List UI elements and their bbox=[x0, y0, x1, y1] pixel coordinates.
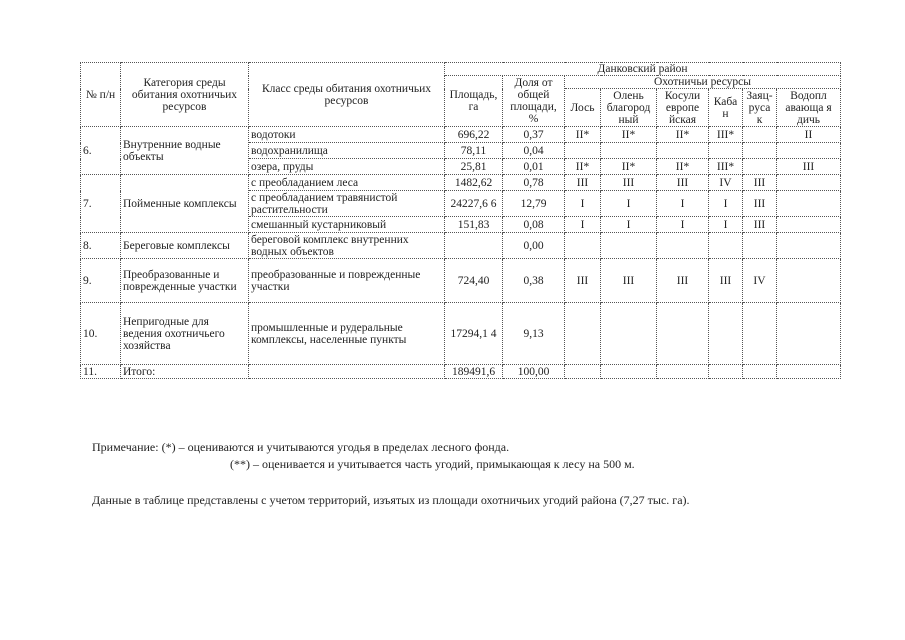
row-class: промышленные и рудеральные комплексы, населенные пункты bbox=[249, 303, 445, 365]
row-grade: I bbox=[565, 217, 601, 233]
row-grade: III bbox=[565, 175, 601, 191]
row-share: 9,13 bbox=[503, 303, 565, 365]
row-category: Береговые комплексы bbox=[121, 233, 249, 259]
row-grade bbox=[743, 303, 777, 365]
row-area: 78,11 bbox=[445, 143, 503, 159]
row-class: с преобладанием травянистой растительности bbox=[249, 191, 445, 217]
note-excluded-territories: Данные в таблице представлены с учетом территорий, изъятых из площади охотничьих угодий района (7,27 тыс. га). bbox=[92, 493, 690, 507]
row-grade bbox=[565, 143, 601, 159]
row-grade bbox=[777, 191, 841, 217]
row-class: водотоки bbox=[249, 127, 445, 143]
table-row bbox=[81, 365, 841, 379]
row-area: 1482,62 bbox=[445, 175, 503, 191]
row-class: озера, пруды bbox=[249, 159, 445, 175]
row-class: преобразованные и поврежденные участки bbox=[249, 259, 445, 303]
row-num: 10. bbox=[81, 303, 121, 365]
row-grade bbox=[709, 303, 743, 365]
row-class: смешанный кустарниковый bbox=[249, 217, 445, 233]
row-grade: II* bbox=[565, 127, 601, 143]
row-grade bbox=[601, 233, 657, 259]
row-share: 100,00 bbox=[503, 365, 565, 379]
row-grade bbox=[743, 159, 777, 175]
header-species: Заяц-руса к bbox=[743, 89, 777, 127]
header-species: Косули европе йская bbox=[657, 89, 709, 127]
row-grade: III bbox=[657, 175, 709, 191]
row-grade: III bbox=[657, 259, 709, 303]
row-grade: I bbox=[601, 217, 657, 233]
row-num: 11. bbox=[81, 365, 121, 379]
row-share: 0,08 bbox=[503, 217, 565, 233]
row-grade bbox=[601, 143, 657, 159]
row-grade bbox=[657, 143, 709, 159]
row-grade bbox=[777, 233, 841, 259]
row-grade: II* bbox=[657, 159, 709, 175]
row-grade: II* bbox=[657, 127, 709, 143]
row-area: 696,22 bbox=[445, 127, 503, 143]
row-share: 0,78 bbox=[503, 175, 565, 191]
row-share: 0,01 bbox=[503, 159, 565, 175]
row-grade: II* bbox=[565, 159, 601, 175]
table-row bbox=[81, 259, 841, 303]
header-class: Класс среды обитания охотничьих ресурсов bbox=[249, 63, 445, 127]
row-grade bbox=[777, 217, 841, 233]
row-grade bbox=[565, 233, 601, 259]
row-grade: III* bbox=[709, 127, 743, 143]
table-row bbox=[81, 127, 841, 143]
row-share: 12,79 bbox=[503, 191, 565, 217]
row-grade: III bbox=[743, 175, 777, 191]
row-grade bbox=[709, 233, 743, 259]
row-grade: II bbox=[777, 127, 841, 143]
row-grade bbox=[565, 303, 601, 365]
row-grade bbox=[777, 303, 841, 365]
row-category: Пойменные комплексы bbox=[121, 175, 249, 233]
row-class: береговой комплекс внутренних водных объектов bbox=[249, 233, 445, 259]
row-grade bbox=[743, 127, 777, 143]
row-grade bbox=[743, 233, 777, 259]
row-grade: III bbox=[777, 159, 841, 175]
header-species: Олень благород ный bbox=[601, 89, 657, 127]
row-grade bbox=[709, 365, 743, 379]
row-class: с преобладанием леса bbox=[249, 175, 445, 191]
row-area: 189491,6 bbox=[445, 365, 503, 379]
row-grade bbox=[657, 303, 709, 365]
row-grade: III bbox=[743, 191, 777, 217]
row-grade: III bbox=[565, 259, 601, 303]
row-area bbox=[445, 233, 503, 259]
row-area: 151,83 bbox=[445, 217, 503, 233]
row-grade bbox=[565, 365, 601, 379]
header-area: Площадь, га bbox=[445, 76, 503, 127]
row-grade bbox=[777, 365, 841, 379]
row-num: 9. bbox=[81, 259, 121, 303]
row-grade bbox=[709, 143, 743, 159]
row-area: 25,81 bbox=[445, 159, 503, 175]
row-grade: I bbox=[709, 217, 743, 233]
table-row bbox=[81, 303, 841, 365]
row-grade: III* bbox=[709, 159, 743, 175]
row-grade bbox=[657, 233, 709, 259]
row-grade: I bbox=[657, 217, 709, 233]
header-district: Данковский район bbox=[445, 63, 841, 76]
row-num: 8. bbox=[81, 233, 121, 259]
note-forest-edge: (**) – оценивается и учитывается часть угодий, примыкающая к лесу на 500 м. bbox=[230, 457, 635, 471]
row-grade: III bbox=[709, 259, 743, 303]
row-grade: I bbox=[657, 191, 709, 217]
row-area: 17294,1 4 bbox=[445, 303, 503, 365]
row-class bbox=[249, 365, 445, 379]
row-area: 724,40 bbox=[445, 259, 503, 303]
row-grade: IV bbox=[709, 175, 743, 191]
row-grade: I bbox=[709, 191, 743, 217]
row-grade bbox=[657, 365, 709, 379]
header-share: Доля от общей площади, % bbox=[503, 76, 565, 127]
row-category: Непригодные для ведения охотничьего хозяйства bbox=[121, 303, 249, 365]
header-category: Категория среды обитания охотничьих ресурсов bbox=[121, 63, 249, 127]
header-species: Водопл авающа я дичь bbox=[777, 89, 841, 127]
row-category: Преобразованные и поврежденные участки bbox=[121, 259, 249, 303]
hunting-habitat-table bbox=[80, 62, 841, 379]
row-grade bbox=[601, 365, 657, 379]
header-num: № п/н bbox=[81, 63, 121, 127]
row-grade bbox=[777, 259, 841, 303]
row-grade bbox=[601, 303, 657, 365]
table-row bbox=[81, 175, 841, 191]
row-class: водохранилища bbox=[249, 143, 445, 159]
row-grade bbox=[743, 365, 777, 379]
table-row bbox=[81, 233, 841, 259]
note-forest-fund: Примечание: (*) – оцениваются и учитываются угодья в пределах лесного фонда. bbox=[92, 440, 510, 454]
row-grade: I bbox=[565, 191, 601, 217]
row-grade: III bbox=[601, 175, 657, 191]
row-area: 24227,6 6 bbox=[445, 191, 503, 217]
header-species: Каба н bbox=[709, 89, 743, 127]
row-category: Внутренние водные объекты bbox=[121, 127, 249, 175]
row-grade: III bbox=[601, 259, 657, 303]
row-grade bbox=[777, 175, 841, 191]
row-share: 0,38 bbox=[503, 259, 565, 303]
row-share: 0,37 bbox=[503, 127, 565, 143]
row-grade: IV bbox=[743, 259, 777, 303]
row-grade bbox=[777, 143, 841, 159]
row-grade bbox=[743, 143, 777, 159]
row-grade: III bbox=[743, 217, 777, 233]
row-num: 6. bbox=[81, 127, 121, 175]
row-grade: I bbox=[601, 191, 657, 217]
row-grade: II* bbox=[601, 127, 657, 143]
row-grade: II* bbox=[601, 159, 657, 175]
row-share: 0,04 bbox=[503, 143, 565, 159]
header-species: Лось bbox=[565, 89, 601, 127]
row-category: Итого: bbox=[121, 365, 249, 379]
row-share: 0,00 bbox=[503, 233, 565, 259]
row-num: 7. bbox=[81, 175, 121, 233]
header-resources: Охотничьи ресурсы bbox=[565, 76, 841, 89]
